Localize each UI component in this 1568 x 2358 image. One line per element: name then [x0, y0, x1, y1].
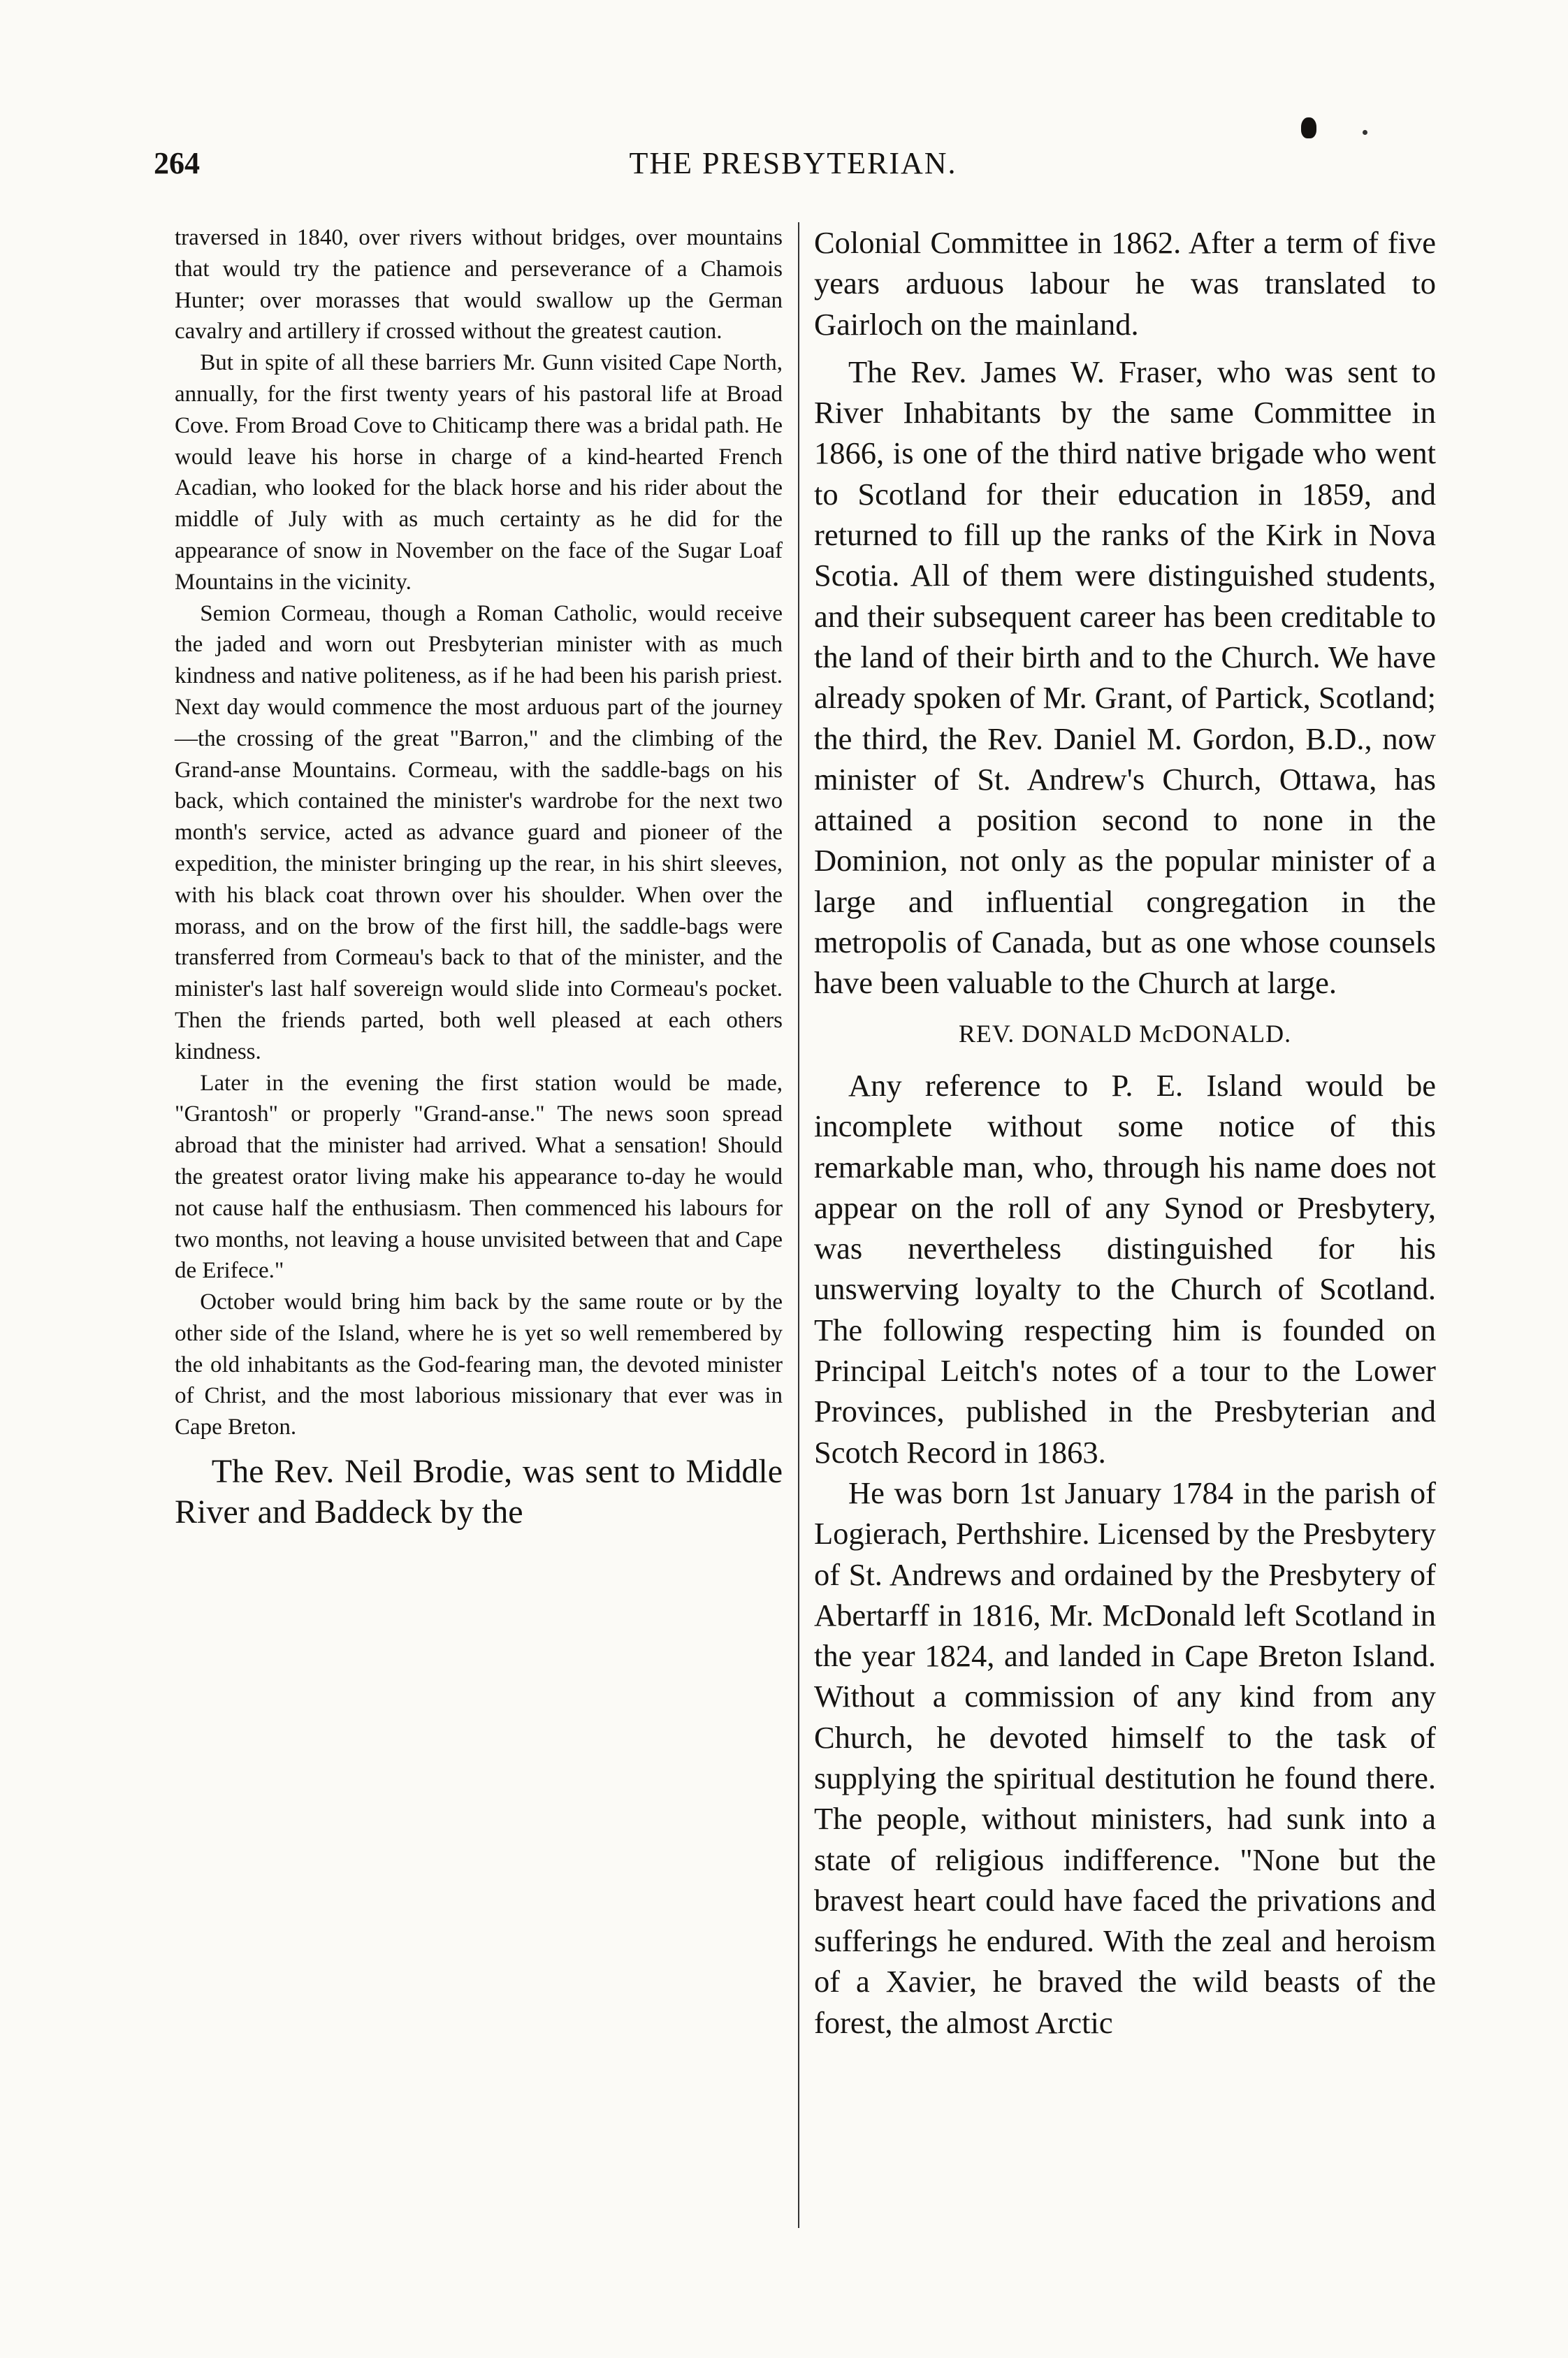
paragraph: But in spite of all these barriers Mr. Gunn visited Cape North, annually, for the first twenty years of his pastoral life at Broad Cove. From Broad Cove to Chiticamp there was a bridal path. He would leave his horse in charge of a kind-hearted French Acadian, who looked for the black horse and his rider about the middle of July with as much certainty as he did for the appearance of snow in November on the face of the Sugar Loaf Mountains in the vicinity. [175, 350, 783, 595]
paragraph: Later in the evening the first station would be made, "Grantosh" or properly "Grand-anse." The news soon spread abroad that the minister had arrived. What a sensation! Should the greatest orator living make his appearance to-day he would not cause half the enthusiasm. Then commenced his labours for two months, not leaving a house unvisited between that and Cape de Erifece." [175, 1070, 783, 1284]
right-column [814, 222, 1436, 2043]
paragraph: Colonial Committee in 1862. After a term of five years arduous labour he was translated to Gairloch on the mainland. [814, 225, 1436, 342]
ink-blot-mark [1301, 117, 1316, 138]
left-column [175, 222, 783, 1533]
paragraph: Any reference to P. E. Island would be incomplete without some notice of this remarkable man, who, through his name does not appear on the roll of any Synod or Presbytery, was nevertheless distinguished for his unswerving loyalty to the Church of Scotland. The following respecting him is founded on Principal Leitch's notes of a tour to the Lower Provinces, published in the Presbyterian and Scotch Record in 1863. [814, 1067, 1436, 1470]
page-number: 264 [154, 146, 200, 180]
running-title: THE PRESBYTERIAN. [629, 146, 957, 180]
paragraph: He was born 1st January 1784 in the parish of Logierach, Perthshire. Licensed by the Presbytery of St. Andrews and ordained by the Presbytery of Abertarff in 1816, Mr. McDonald left Scotland in the year 1824, and landed in Cape Breton Island. Without a commission of any kind from any Church, he devoted himself to the task of supplying the spiritual destitution he found there. The people, without ministers, had sunk into a state of religious indifference. "None but the bravest heart could have faced the privations and sufferings he endured. With the zeal and heroism of a Xavier, he braved the wild beasts of the forest, the almost Arctic [814, 1475, 1436, 2040]
column-divider [798, 222, 799, 2228]
paragraph: October would bring him back by the same route or by the other side of the Island, where he is yet so well remembered by the old inhabitants as the God-fearing man, the devoted minister of Christ, and the most laborious missionary that ever was in Cape Breton. [175, 1289, 783, 1440]
ink-dot-mark [1363, 130, 1367, 135]
paragraph: traversed in 1840, over rivers without bridges, over mountains that would try the patience and perseverance of a Chamois Hunter; over morasses that would swallow up the German cavalry and artillery if crossed without the greatest caution. [175, 225, 783, 345]
paragraph: The Rev. James W. Fraser, who was sent to River Inhabitants by the same Committee in 1866, is one of the third native brigade who went to Scotland for their education in 1859, and returned to fill up the ranks of the Kirk in Nova Scotia. All of them were distinguished students, and their subsequent career has been creditable to the land of their birth and to the Church. We have already spoken of Mr. Grant, of Partick, Scotland; the third, the Rev. Daniel M. Gordon, B.D., now minister of St. Andrew's Church, Ottawa, has attained a position second to none in the Dominion, not only as the popular minister of a large and influential congregation in the metropolis of Canada, but as one whose counsels have been valuable to the Church at large. [814, 354, 1436, 1001]
page-header [154, 145, 1432, 194]
paragraph: Semion Cormeau, though a Roman Catholic, would receive the jaded and worn out Presbyterian minister with as much kindness and native politeness, as if he had been his parish priest. Next day would commence the most arduous part of the journey—the crossing of the great "Barron," and the climbing of the Grand-anse Mountains. Cormeau, with the saddle-bags on his back, which contained the minister's wardrobe for the next two month's service, acted as advance guard and pioneer of the expedition, the minister bringing up the rear, in his shirt sleeves, with his black coat thrown over his shoulder. When over the morass, and on the brow of the first hill, the saddle-bags were transferred from Cormeau's back to that of the minister, and the minister's last half sovereign would slide into Cormeau's pocket. Then the friends parted, both well pleased at each others kindness. [175, 600, 783, 1064]
paragraph: The Rev. Neil Brodie, was sent to Middle River and Baddeck by the [175, 1453, 783, 1531]
section-heading: REV. DONALD McDONALD. [958, 1019, 1292, 1048]
